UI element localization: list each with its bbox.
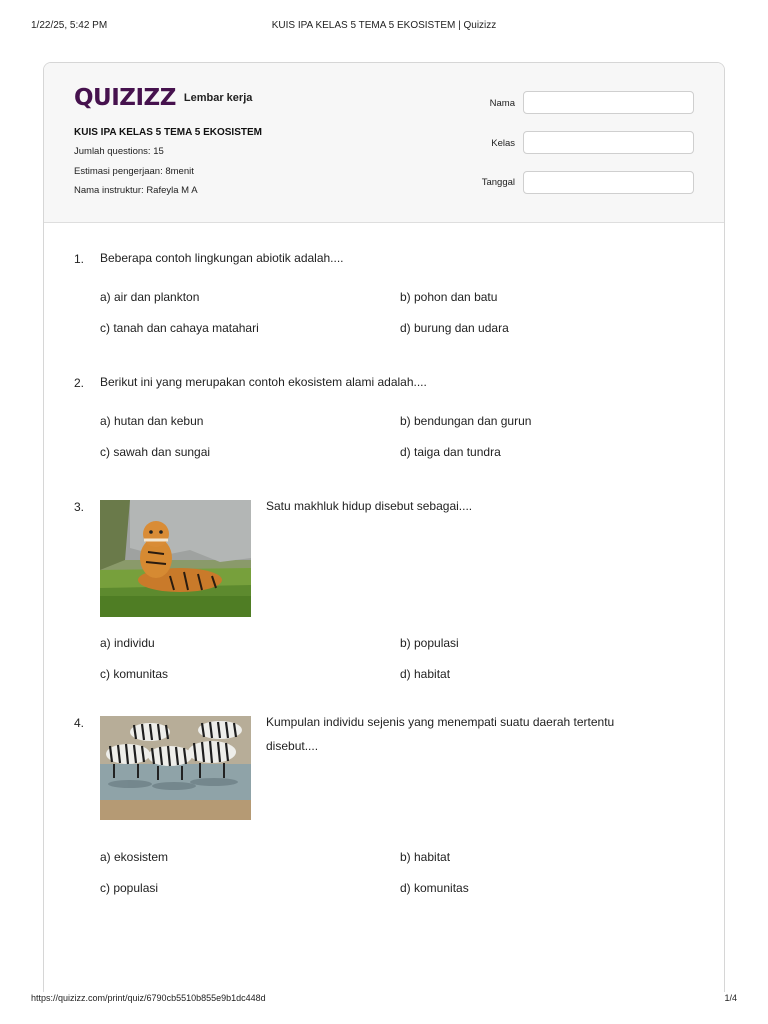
print-date: 1/22/25, 5:42 PM bbox=[31, 20, 108, 31]
print-url: https://quizizz.com/print/quiz/6790cb5510b855e9b1dc448d bbox=[31, 993, 266, 1003]
worksheet-header bbox=[44, 63, 724, 223]
class-label: Kelas bbox=[491, 138, 515, 149]
tiger-image bbox=[100, 500, 251, 617]
option-d[interactable]: d) habitat bbox=[400, 667, 451, 681]
question-text: Berikut ini yang merupakan contoh ekosistem alami adalah.... bbox=[100, 375, 427, 389]
question-text: Beberapa contoh lingkungan abiotik adalah.... bbox=[100, 251, 344, 265]
zebra-image bbox=[100, 716, 251, 820]
question-number: 4. bbox=[74, 716, 85, 730]
question-2 bbox=[74, 376, 694, 466]
name-field[interactable] bbox=[523, 91, 694, 114]
question-4 bbox=[74, 716, 694, 896]
questions-count: Jumlah questions: 15 bbox=[74, 146, 164, 157]
worksheet-subtitle: Lembar kerja bbox=[183, 92, 253, 104]
option-a[interactable]: a) hutan dan kebun bbox=[100, 414, 204, 428]
option-c[interactable]: c) sawah dan sungai bbox=[100, 445, 211, 459]
question-text: Kumpulan individu sejenis yang menempati suatu daerah tertentu disebut.... bbox=[266, 715, 615, 753]
date-field[interactable] bbox=[523, 171, 694, 194]
question-1 bbox=[74, 252, 694, 342]
option-b[interactable]: b) habitat bbox=[400, 850, 451, 864]
option-b[interactable]: b) bendungan dan gurun bbox=[400, 414, 532, 428]
option-a[interactable]: a) individu bbox=[100, 636, 155, 650]
instructor-name: Nama instruktur: Rafeyla M A bbox=[74, 185, 198, 196]
option-a[interactable]: a) air dan plankton bbox=[100, 290, 200, 304]
name-label: Nama bbox=[489, 98, 515, 109]
question-number: 1. bbox=[74, 252, 85, 266]
question-number: 3. bbox=[74, 500, 85, 514]
print-footer bbox=[31, 993, 737, 1005]
option-d[interactable]: d) burung dan udara bbox=[400, 321, 509, 335]
time-estimate: Estimasi pengerjaan: 8menit bbox=[74, 166, 194, 177]
print-header bbox=[31, 20, 737, 32]
option-c[interactable]: c) komunitas bbox=[100, 667, 169, 681]
option-b[interactable]: b) populasi bbox=[400, 636, 459, 650]
class-field[interactable] bbox=[523, 131, 694, 154]
print-title: KUIS IPA KELAS 5 TEMA 5 EKOSISTEM | Quizizz bbox=[271, 20, 497, 31]
option-b[interactable]: b) pohon dan batu bbox=[400, 290, 498, 304]
question-text: Satu makhluk hidup disebut sebagai.... bbox=[266, 499, 473, 513]
question-3 bbox=[74, 500, 694, 680]
option-c[interactable]: c) tanah dan cahaya matahari bbox=[100, 321, 259, 335]
option-a[interactable]: a) ekosistem bbox=[100, 850, 169, 864]
question-number: 2. bbox=[74, 376, 85, 390]
worksheet bbox=[43, 62, 725, 992]
quiz-title: KUIS IPA KELAS 5 TEMA 5 EKOSISTEM bbox=[74, 127, 262, 138]
logo-wordmark: QUIZIZZ bbox=[74, 85, 176, 111]
option-c[interactable]: c) populasi bbox=[100, 881, 159, 895]
quizizz-logo bbox=[74, 85, 252, 111]
date-label: Tanggal bbox=[481, 177, 515, 188]
option-d[interactable]: d) taiga dan tundra bbox=[400, 445, 501, 459]
option-d[interactable]: d) komunitas bbox=[400, 881, 469, 895]
page-number: 1/4 bbox=[724, 993, 737, 1003]
